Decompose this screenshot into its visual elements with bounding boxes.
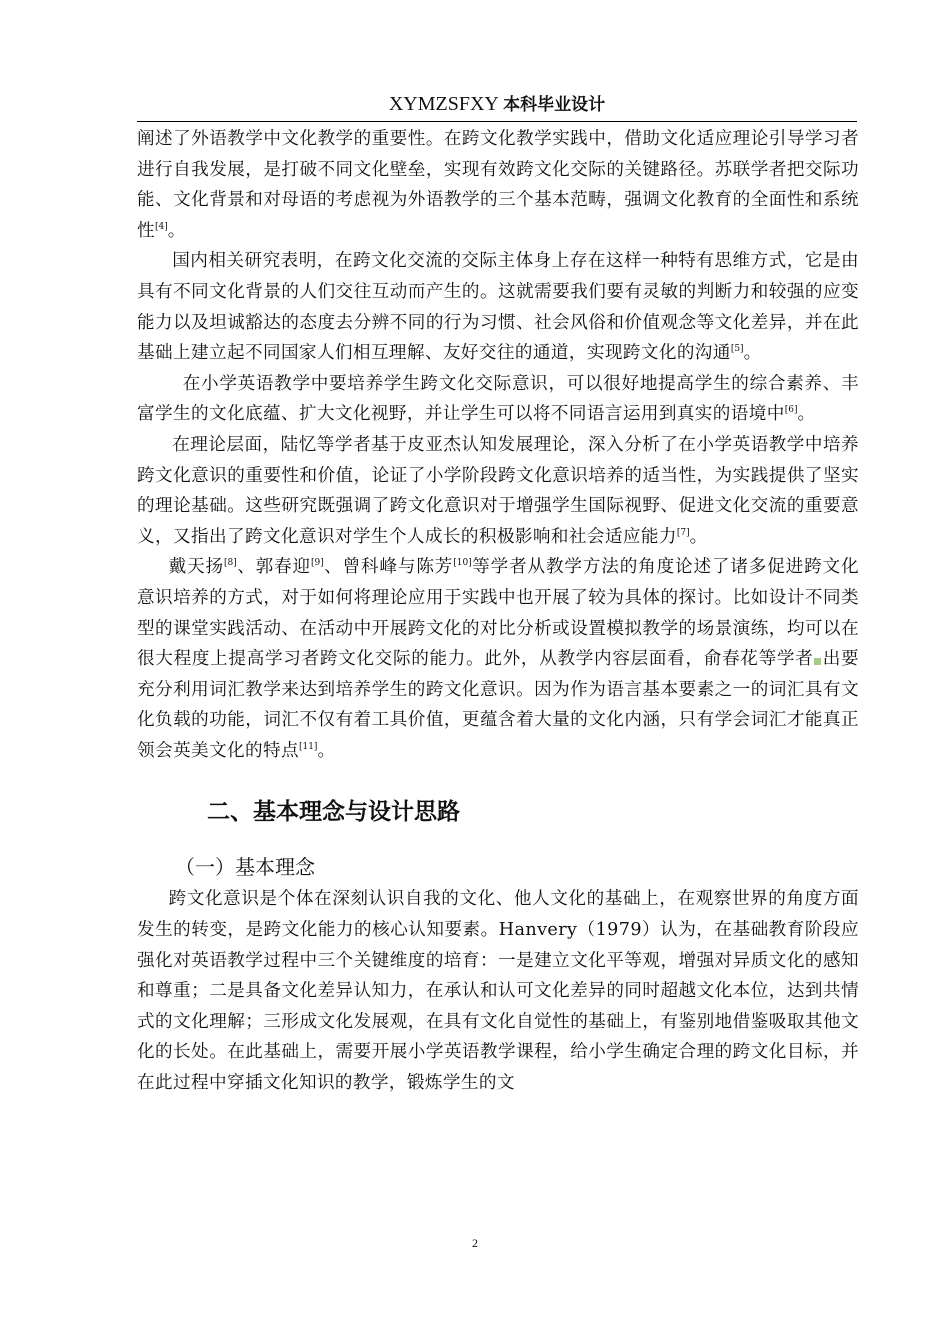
document-body bbox=[137, 124, 859, 1099]
citation-ref[interactable]: [5] bbox=[730, 344, 744, 355]
citation-ref[interactable]: [9] bbox=[310, 558, 324, 569]
paragraph-text: 、郭春迎 bbox=[236, 557, 311, 578]
citation-ref[interactable]: [7] bbox=[676, 527, 690, 538]
subsection-heading: （一）基本理念 bbox=[175, 855, 315, 880]
page-number: 2 bbox=[472, 1236, 478, 1250]
header-divider bbox=[137, 121, 857, 122]
header-latin: XYMZSFXY bbox=[388, 93, 499, 115]
paragraph-end: 。 bbox=[689, 526, 708, 547]
paragraph-end: 。 bbox=[317, 740, 336, 761]
paragraph-3 bbox=[137, 369, 859, 430]
paragraph-5 bbox=[137, 552, 859, 766]
paragraph-text: 、曾科峰与陈芳 bbox=[323, 557, 454, 578]
paragraph-text: 戴天扬 bbox=[168, 557, 224, 578]
running-header bbox=[137, 90, 857, 119]
paragraph-end: 。 bbox=[743, 343, 762, 364]
header-title: 本科毕业设计 bbox=[503, 95, 606, 115]
paragraph-end: 。 bbox=[167, 220, 186, 241]
paragraph-text: 国内相关研究表明，在跨文化交流的交际主体身上存在这样一种特有思维方式，它是由具有不同文化背景的人们交往互动而产生的。这就需要我们要有灵敏的判断力和较强的应变能力以及坦诚豁达的态度去分辨不同的行为习惯、社会风俗和价值观念等文化差异，并在此基础上建立起不同国家人们相互理解、友好交往的通道，实现跨文化的沟通 bbox=[137, 251, 859, 364]
citation-ref[interactable]: [6] bbox=[784, 405, 798, 416]
paragraph-text: 阐述了外语教学中文化教学的重要性。在跨文化教学实践中，借助文化适应理论引导学习者进行自我发展，是打破不同文化壁垒，实现有效跨文化交际的关键路径。苏联学者把交际功能、文化背景和对母语的考虑视为外语教学的三个基本范畴，强调文化教育的全面性和系统性 bbox=[137, 129, 859, 241]
paragraph-2 bbox=[137, 246, 859, 368]
paragraph-text: 在小学英语教学中要培养学生跨文化交际意识，可以很好地提高学生的综合素养、丰富学生的文化底蕴、扩大文化视野，并让学生可以将不同语言运用到真实的语境中 bbox=[137, 373, 859, 425]
paragraph-4 bbox=[137, 430, 859, 552]
citation-ref[interactable]: [10] bbox=[453, 558, 472, 569]
section-heading: 二、基本理念与设计思路 bbox=[207, 799, 460, 826]
paragraph-text: 等学者从教学方法的角度论述了诸多促进跨文化意识培养的方式，对于如何将理论应用于实践中也开展了较为具体的探讨。比如设计不同类型的课堂实践活动、在活动中开展跨文化的对比分析或设置模拟教学的场景演练，均可以在很大程度上提高学习者跨文化交际的能力。此外，从教学内容层面看，俞春花等学者 bbox=[137, 557, 859, 670]
comment-marker-icon[interactable] bbox=[814, 658, 821, 665]
citation-ref[interactable]: [8] bbox=[224, 558, 237, 569]
paragraph-1 bbox=[137, 124, 859, 246]
paragraph-6: 跨文化意识是个体在深刻认识自我的文化、他人文化的基础上，在观察世界的角度方面发生的转变，是跨文化能力的核心认知要素。Hanvery（1979）认为，在基础教育阶段应强化对英语教学过程中三个关键维度的培育：一是建立文化平等观，增强对异质文化的感知和尊重；二是具备文化差异认知力，在承认和认可文化差异的同时超越文化本位，达到共情式的文化理解；三形成文化发展观，在具有文化自觉性的基础上，有鉴别地借鉴吸取其他文化的长处。在此基础上，需要开展小学英语教学课程，给小学生确定合理的跨文化目标，并在此过程中穿插文化知识的教学，锻炼学生的文 bbox=[137, 889, 859, 1094]
paragraph-text: 出要充分利用词汇教学来达到培养学生的跨文化意识。因为作为语言基本要素之一的词汇具有文化负载的功能，词汇不仅有着工具价值，更蕴含着大量的文化内涵，只有学会词汇才能真正领会英美文化的特点 bbox=[137, 649, 859, 761]
paragraph-text: 在理论层面，陆忆等学者基于皮亚杰认知发展理论，深入分析了在小学英语教学中培养跨文化意识的重要性和价值，论证了小学阶段跨文化意识培养的适当性，为实践提供了坚实的理论基础。这些研究既强调了跨文化意识对于增强学生国际视野、促进文化交流的重要意义，又指出了跨文化意识对学生个人成长的积极影响和社会适应能力 bbox=[137, 434, 859, 547]
citation-ref[interactable]: [4] bbox=[155, 221, 168, 232]
citation-ref[interactable]: [11] bbox=[298, 741, 318, 752]
paragraph-end: 。 bbox=[797, 404, 816, 425]
